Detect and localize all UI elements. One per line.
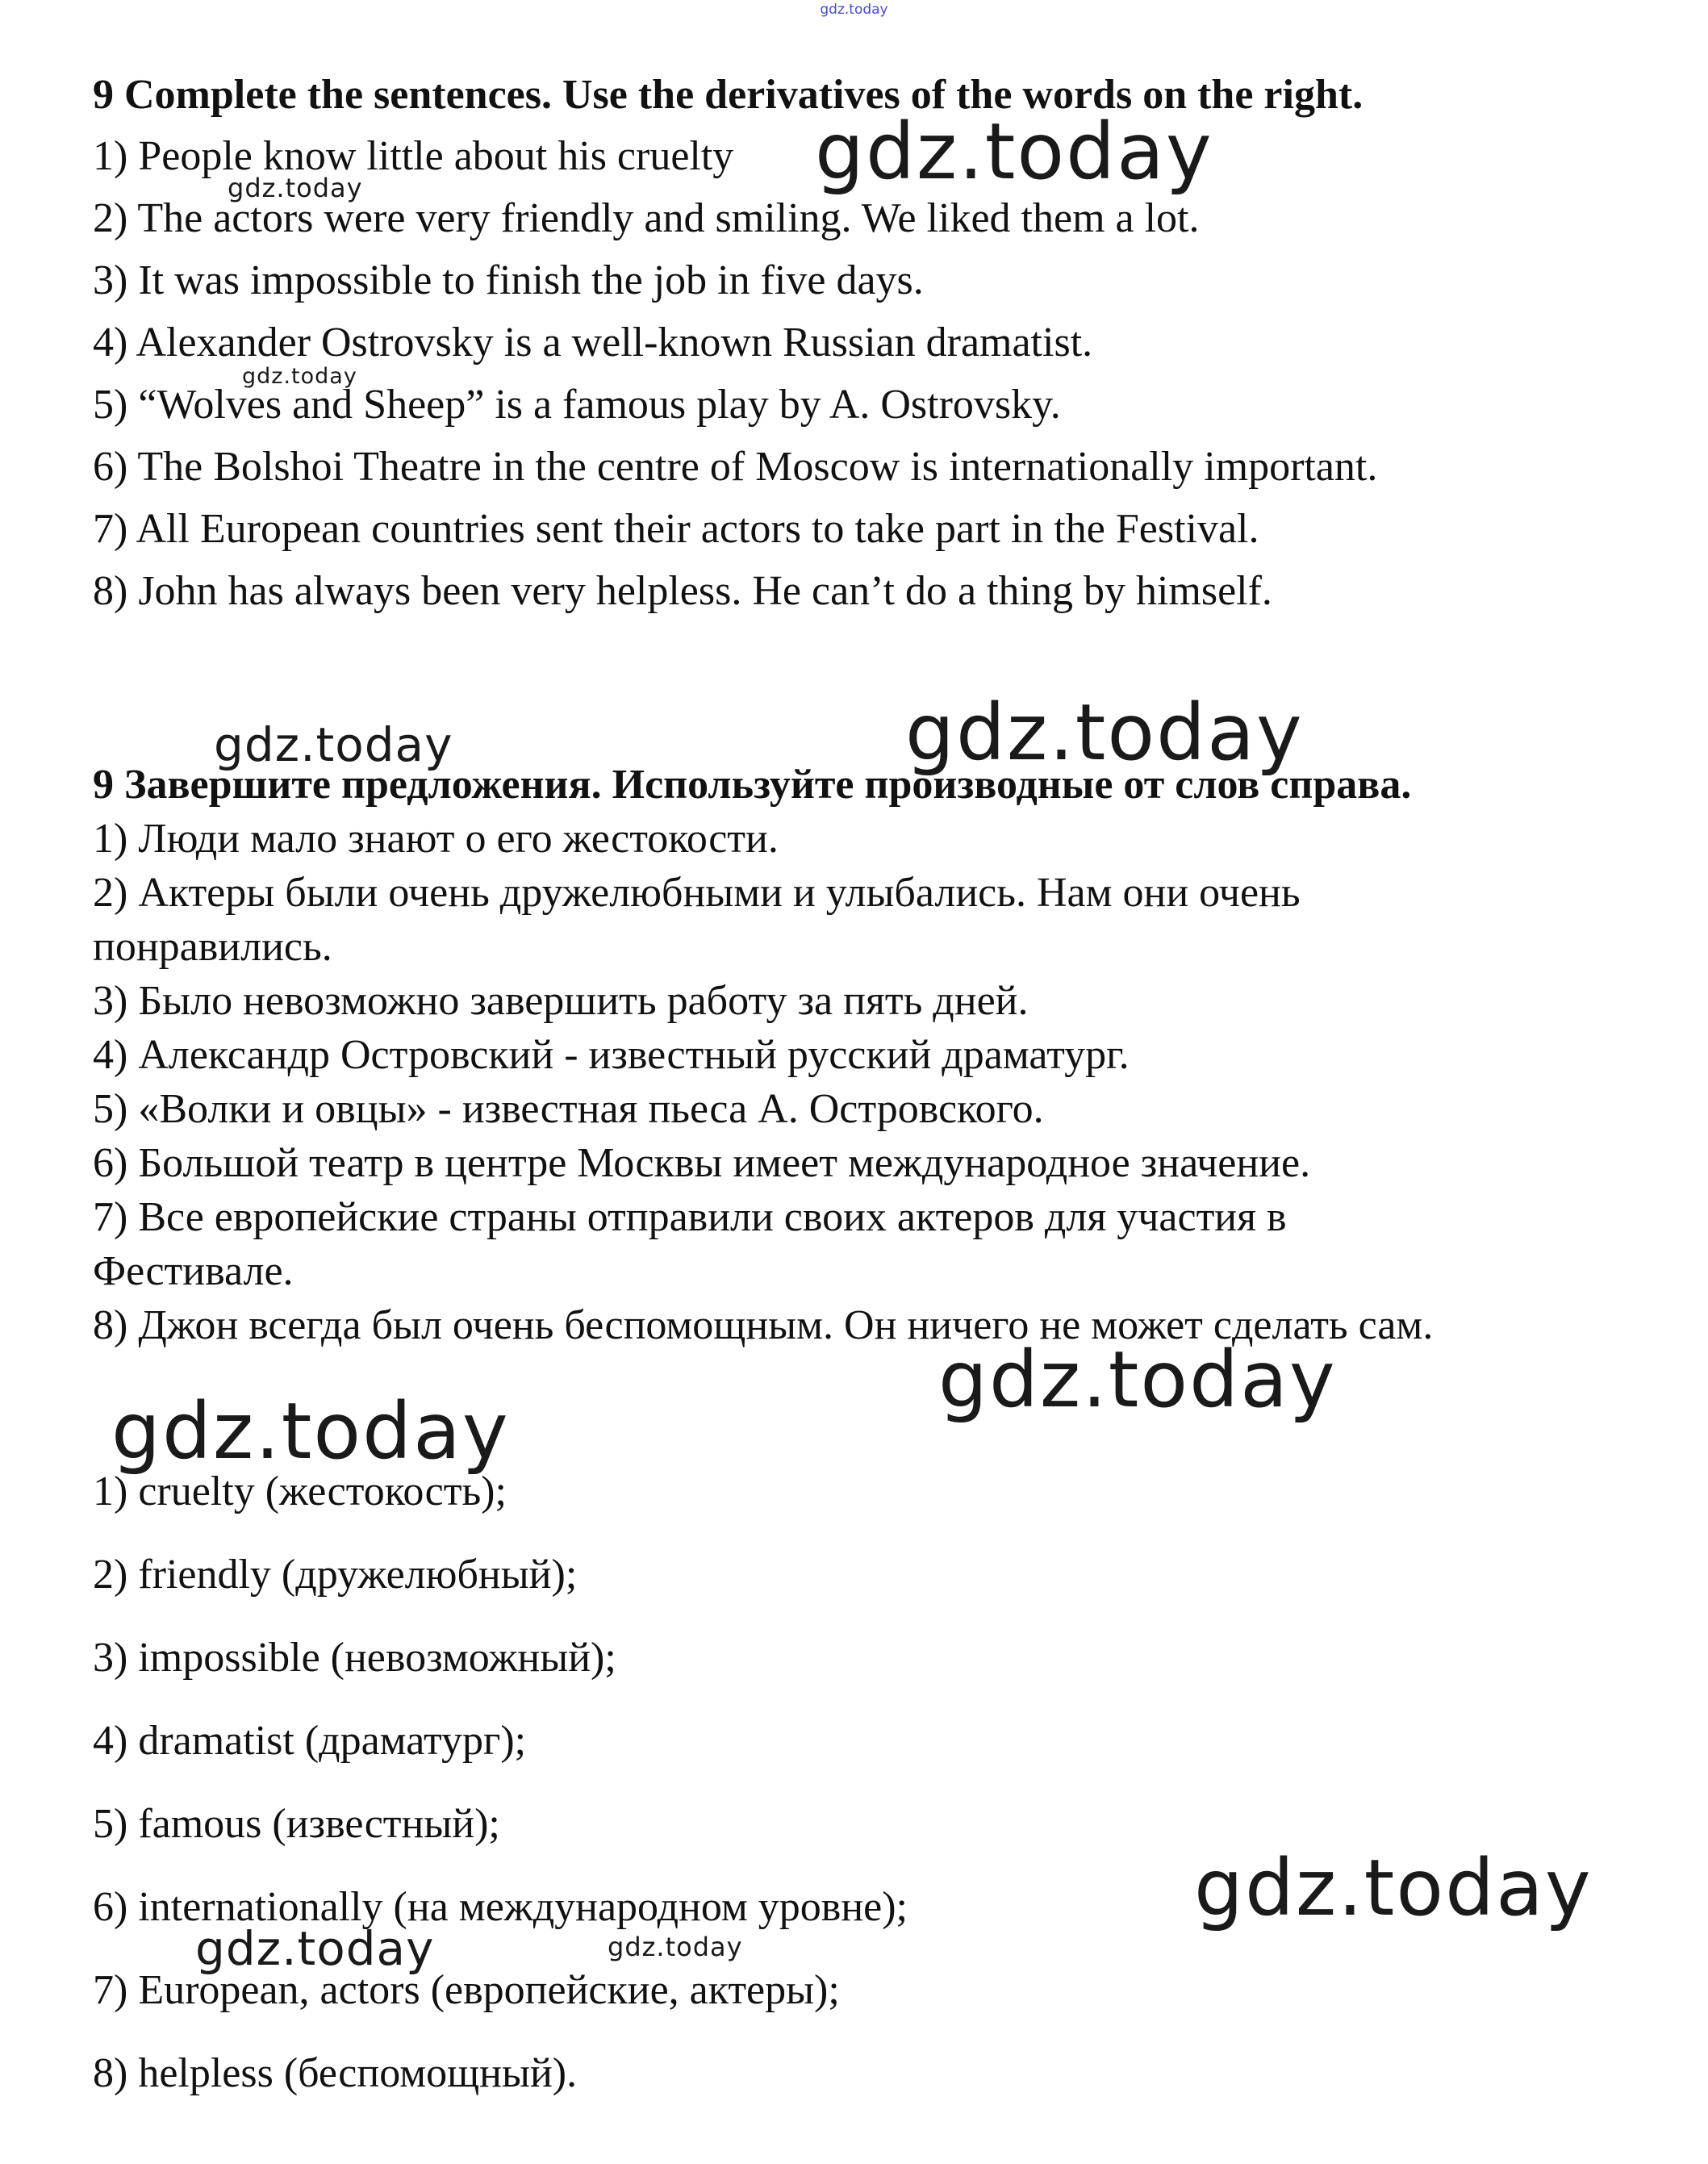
watermark: gdz.today [1194, 1843, 1593, 1933]
russian-line-8: 8) Джон всегда был очень беспомощным. Он ничего не может сделать сам. [93, 1302, 1434, 1348]
watermark: gdz.today [242, 364, 357, 389]
watermark: gdz.today [111, 1386, 510, 1477]
answer-2: 2) friendly (дружелюбный); [93, 1552, 578, 1598]
watermark: gdz.today [938, 1335, 1337, 1425]
russian-line-1: 1) Люди мало знают о его жестокости. [93, 816, 779, 862]
english-line-1: 1) People know little about his cruelty [93, 133, 734, 179]
watermark: gdz.today [195, 1921, 435, 1976]
english-line-7: 7) All European countries sent their actors to take part in the Festival. [93, 506, 1259, 552]
top-watermark: gdz.today [820, 2, 888, 18]
russian-line-2-cont: понравились. [93, 924, 332, 970]
russian-line-3: 3) Было невозможно завершить работу за пять дней. [93, 978, 1029, 1024]
english-heading: 9 Complete the sentences. Use the derivatives of the words on the right. [93, 72, 1363, 118]
english-line-5: 5) “Wolves and Sheep” is a famous play by A. Ostrovsky. [93, 382, 1061, 428]
russian-heading: 9 Завершите предложения. Используйте производные от слов справа. [93, 762, 1412, 808]
watermark: gdz.today [214, 717, 453, 772]
russian-line-2: 2) Актеры были очень дружелюбными и улыбались. Нам они очень [93, 870, 1301, 916]
english-line-2: 2) The actors were very friendly and smiling. We liked them a lot. [93, 195, 1200, 241]
watermark: gdz.today [905, 687, 1304, 778]
russian-line-6: 6) Большой театр в центре Москвы имеет международное значение. [93, 1140, 1311, 1186]
russian-line-4: 4) Александр Островский - известный русский драматург. [93, 1032, 1130, 1078]
russian-line-7: 7) Все европейские страны отправили своих актеров для участия в [93, 1194, 1287, 1240]
watermark: gdz.today [815, 107, 1213, 197]
english-line-4: 4) Alexander Ostrovsky is a well-known Russian dramatist. [93, 320, 1093, 366]
answer-4: 4) dramatist (драматург); [93, 1718, 527, 1764]
answer-5: 5) famous (известный); [93, 1801, 500, 1847]
english-line-3: 3) It was impossible to finish the job in five days. [93, 257, 924, 303]
answer-1: 1) cruelty (жестокость); [93, 1468, 507, 1514]
answer-6: 6) internationally (на международном уровне); [93, 1884, 908, 1930]
watermark: gdz.today [608, 1932, 743, 1962]
answer-8: 8) helpless (беспомощный). [93, 2050, 578, 2096]
english-line-8: 8) John has always been very helpless. He can’t do a thing by himself. [93, 568, 1272, 614]
english-line-6: 6) The Bolshoi Theatre in the centre of Moscow is internationally important. [93, 444, 1378, 490]
russian-line-7-cont: Фестивале. [93, 1248, 294, 1294]
watermark: gdz.today [228, 173, 363, 203]
answer-3: 3) impossible (невозможный); [93, 1635, 616, 1681]
answer-7: 7) European, actors (европейские, актеры); [93, 1967, 840, 2013]
russian-line-5: 5) «Волки и овцы» - известная пьеса А. Островского. [93, 1086, 1044, 1132]
